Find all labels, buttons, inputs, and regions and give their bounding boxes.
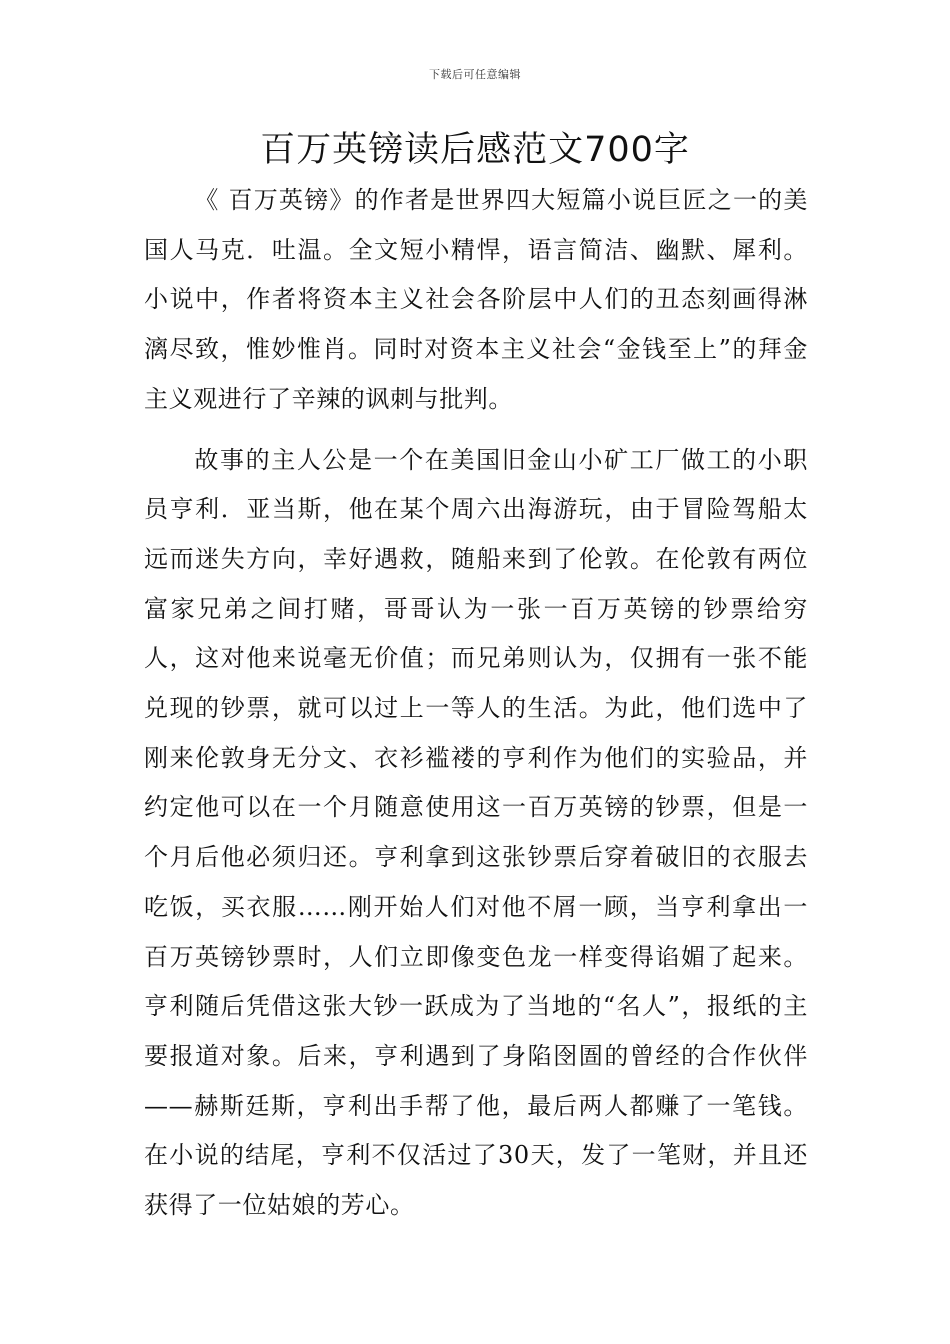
document-body	[144, 176, 808, 1231]
document-title: 百万英镑读后感范文700字	[260, 130, 690, 170]
paragraph-story: 故事的主人公是一个在美国旧金山小矿工厂做工的小职员亨利．亚当斯，他在某个周六出海游玩，由于冒险驾船太远而迷失方向，幸好遇救，随船来到了伦敦。在伦敦有两位富家兄弟之间打赌，哥哥认为一张一百万英镑的钞票给穷人，这对他来说毫无价值；而兄弟则认为，仅拥有一张不能兑现的钞票，就可以过上一等人的生活。为此，他们选中了刚来伦敦身无分文、衣衫褴褛的亨利作为他们的实验品，并约定他可以在一个月随意使用这一百万英镑的钞票，但是一个月后他必须归还。亨利拿到这张钞票后穿着破旧的衣服去吃饭，买衣服……刚开始人们对他不屑一顾，当亨利拿出一百万英镑钞票时，人们立即像变色龙一样变得谄媚了起来。亨利随后凭借这张大钞一跃成为了当地的“名人”，报纸的主要报道对象。后来，亨利遇到了身陷囹圄的曾经的合作伙伴——赫斯廷斯，亨利出手帮了他，最后两人都赚了一笔钱。在小说的结尾，亨利不仅活过了30天，发了一笔财，并且还获得了一位姑娘的芳心。	[144, 445, 808, 1220]
paragraph-intro: 《 百万英镑》的作者是世界四大短篇小说巨匠之一的美国人马克．吐温。全文短小精悍，语言简洁、幽默、犀利。小说中，作者将资本主义社会各阶层中人们的丑态刻画得淋漓尽致，惟妙惟肖。同时对资本主义社会“金钱至上”的拜金主义观进行了辛辣的讽刺与批判。	[144, 186, 808, 413]
page-header-note: 下载后可任意编辑	[429, 68, 521, 81]
